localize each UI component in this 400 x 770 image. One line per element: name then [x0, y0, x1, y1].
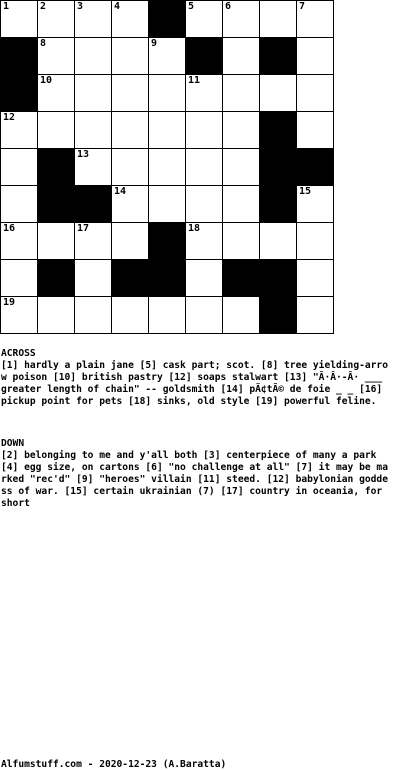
grid-cell[interactable]	[296, 37, 334, 75]
across-clue-text: [1] hardly a plain jane [5] cask part; scot. [8] tree yielding-arrow poison [10] british pastry [12] soaps stalwart [13] "Ã·Â·-Â· ___ greater length of chain" -- goldsmith [14] pÃ¢tÃ© de foie _ _ [16] pickup point for pets [18] sinks, old style [19] powerful feline.	[1, 360, 388, 407]
grid-cell[interactable]	[296, 296, 334, 334]
grid-block	[148, 222, 186, 260]
grid-block	[185, 37, 223, 75]
grid-block	[0, 37, 38, 75]
grid-cell[interactable]	[0, 259, 38, 297]
grid-cell[interactable]	[222, 296, 260, 334]
grid-cell[interactable]	[74, 259, 112, 297]
grid-cell[interactable]	[74, 74, 112, 112]
grid-cell[interactable]	[185, 259, 223, 297]
grid-cell[interactable]	[74, 222, 112, 260]
grid-cell[interactable]	[185, 0, 223, 38]
grid-cell[interactable]	[37, 111, 75, 149]
clue-number: 3	[77, 1, 84, 12]
down-clue-text: [2] belonging to me and y'all both [3] centerpiece of many a park [4] egg size, on cartons [6] "no challenge at all" [7] it may be marked "rec'd" [9] "heroes" villain [11] steed. [12] babylonian goddess of war. [15] certain ukrainian (7) [17] country in oceania, for short	[1, 450, 388, 509]
grid-cell[interactable]	[148, 111, 186, 149]
grid-block	[259, 259, 297, 297]
footer-credit: Alfumstuff.com - 2020-12-23 (A.Baratta)	[1, 759, 227, 770]
grid-cell[interactable]	[148, 148, 186, 186]
clue-number: 2	[40, 1, 47, 12]
grid-cell[interactable]	[74, 0, 112, 38]
clue-number: 11	[188, 75, 201, 86]
grid-cell[interactable]	[148, 296, 186, 334]
grid-cell[interactable]	[222, 0, 260, 38]
grid-cell[interactable]	[37, 74, 75, 112]
clue-number: 8	[40, 38, 47, 49]
grid-cell[interactable]	[0, 185, 38, 223]
grid-cell[interactable]	[37, 37, 75, 75]
clue-number: 6	[225, 1, 232, 12]
clue-number: 4	[114, 1, 121, 12]
grid-cell[interactable]	[148, 37, 186, 75]
grid-cell[interactable]	[222, 222, 260, 260]
grid-cell[interactable]	[296, 74, 334, 112]
clue-number: 15	[299, 186, 312, 197]
grid-cell[interactable]	[296, 111, 334, 149]
across-clues	[1, 348, 391, 408]
grid-cell[interactable]	[222, 148, 260, 186]
grid-cell[interactable]	[111, 111, 149, 149]
crossword-grid	[0, 0, 333, 333]
grid-cell[interactable]	[222, 74, 260, 112]
grid-cell[interactable]	[185, 74, 223, 112]
clue-number: 19	[3, 297, 16, 308]
grid-block	[259, 296, 297, 334]
grid-block	[111, 259, 149, 297]
grid-cell[interactable]	[296, 259, 334, 297]
grid-block	[259, 111, 297, 149]
grid-cell[interactable]	[111, 148, 149, 186]
grid-block	[222, 259, 260, 297]
grid-block	[259, 37, 297, 75]
grid-cell[interactable]	[111, 296, 149, 334]
grid-cell[interactable]	[185, 185, 223, 223]
grid-cell[interactable]	[185, 296, 223, 334]
grid-cell[interactable]	[222, 185, 260, 223]
clue-number: 14	[114, 186, 127, 197]
grid-cell[interactable]	[259, 74, 297, 112]
grid-cell[interactable]	[0, 148, 38, 186]
grid-cell[interactable]	[222, 37, 260, 75]
grid-cell[interactable]	[111, 37, 149, 75]
grid-cell[interactable]	[148, 74, 186, 112]
grid-cell[interactable]	[222, 111, 260, 149]
grid-block	[296, 148, 334, 186]
grid-cell[interactable]	[259, 0, 297, 38]
grid-block	[0, 74, 38, 112]
across-heading: ACROSS	[1, 348, 36, 359]
grid-cell[interactable]	[37, 0, 75, 38]
grid-cell[interactable]	[111, 222, 149, 260]
clue-number: 13	[77, 149, 90, 160]
clue-number: 18	[188, 223, 201, 234]
clue-number: 16	[3, 223, 16, 234]
grid-block	[259, 185, 297, 223]
grid-cell[interactable]	[37, 222, 75, 260]
grid-cell[interactable]	[148, 185, 186, 223]
grid-block	[37, 148, 75, 186]
clue-number: 12	[3, 112, 16, 123]
grid-cell[interactable]	[74, 296, 112, 334]
grid-cell[interactable]	[259, 222, 297, 260]
grid-cell[interactable]	[0, 111, 38, 149]
grid-cell[interactable]	[296, 222, 334, 260]
grid-cell[interactable]	[296, 0, 334, 38]
grid-cell[interactable]	[0, 0, 38, 38]
clue-number: 1	[3, 1, 10, 12]
grid-cell[interactable]	[296, 185, 334, 223]
clue-number: 7	[299, 1, 306, 12]
grid-cell[interactable]	[111, 0, 149, 38]
grid-cell[interactable]	[111, 185, 149, 223]
clue-number: 9	[151, 38, 158, 49]
grid-cell[interactable]	[185, 111, 223, 149]
clue-number: 10	[40, 75, 53, 86]
grid-cell[interactable]	[111, 74, 149, 112]
grid-cell[interactable]	[0, 222, 38, 260]
grid-block	[148, 0, 186, 38]
down-heading: DOWN	[1, 438, 25, 449]
grid-block	[74, 185, 112, 223]
grid-cell[interactable]	[185, 222, 223, 260]
grid-cell[interactable]	[74, 148, 112, 186]
clue-number: 5	[188, 1, 195, 12]
grid-cell[interactable]	[0, 296, 38, 334]
grid-block	[148, 259, 186, 297]
grid-block	[259, 148, 297, 186]
grid-block	[37, 259, 75, 297]
clue-number: 17	[77, 223, 90, 234]
grid-cell[interactable]	[37, 296, 75, 334]
grid-cell[interactable]	[185, 148, 223, 186]
grid-block	[37, 185, 75, 223]
grid-cell[interactable]	[74, 111, 112, 149]
grid-cell[interactable]	[74, 37, 112, 75]
down-clues	[1, 438, 391, 510]
